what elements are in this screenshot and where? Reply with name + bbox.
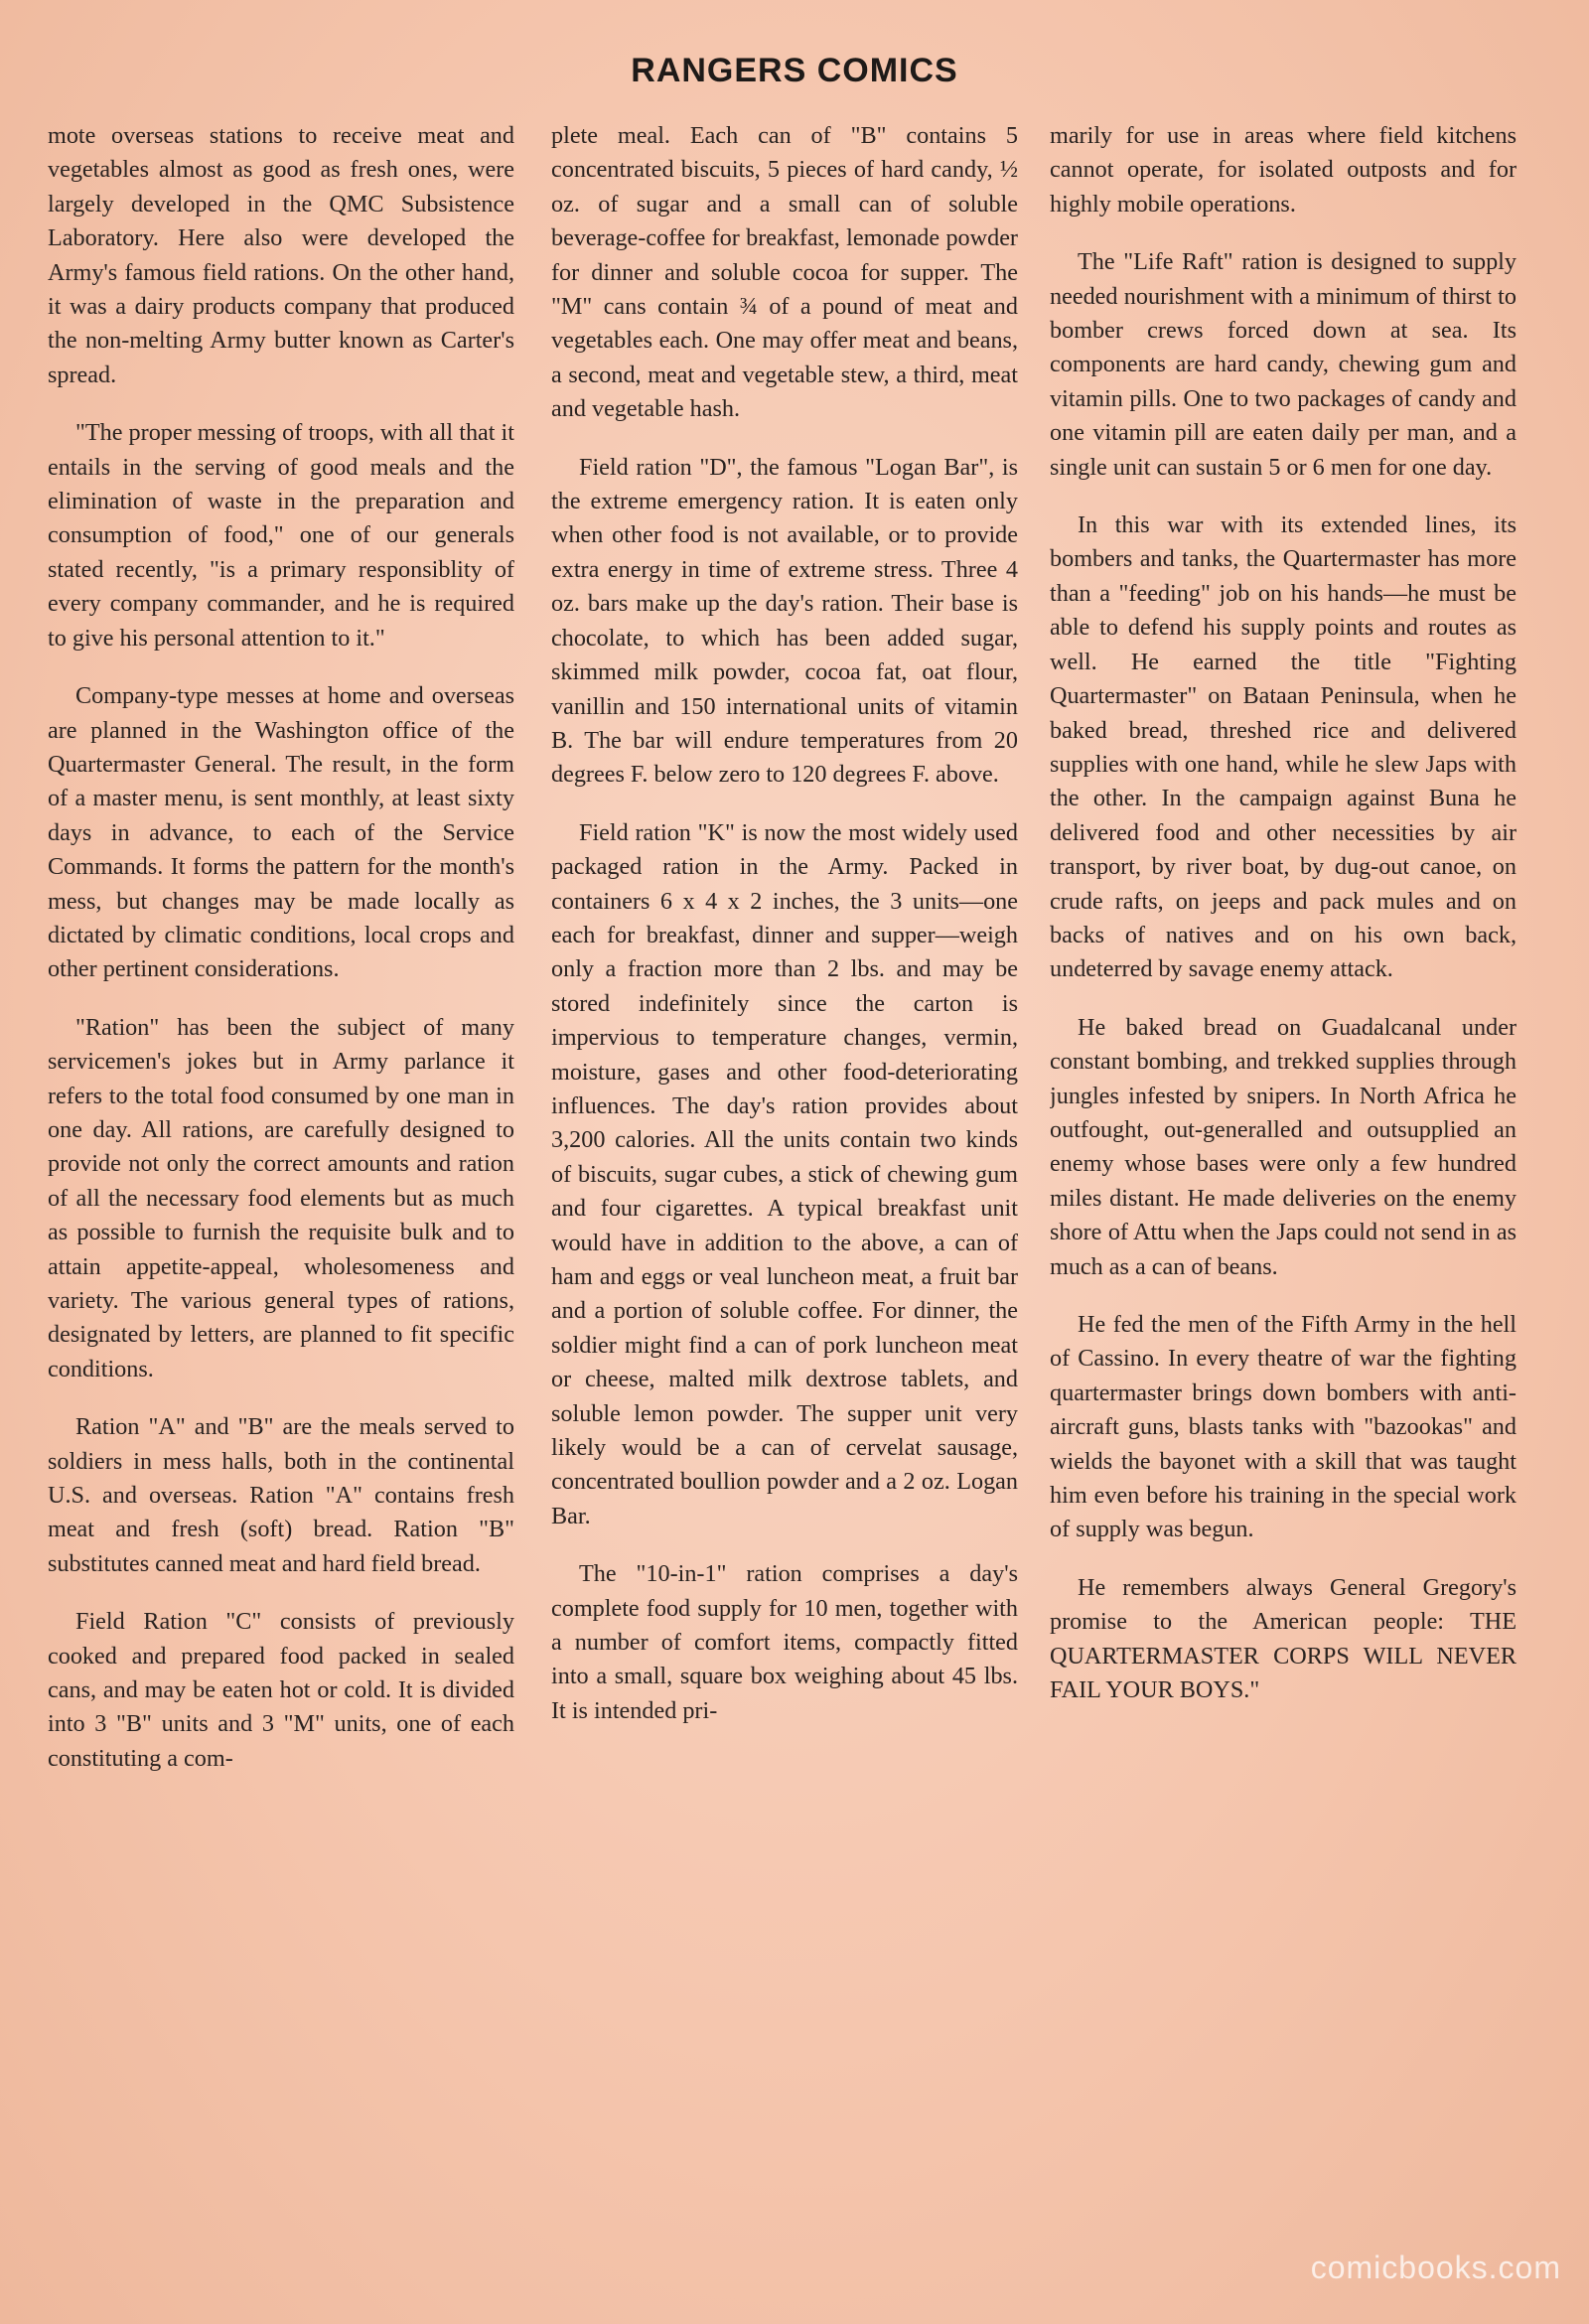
paragraph: He baked bread on Guadalcanal under constant bombing, and trekked supplies through jungles infested by snipers. In North Africa he outfought, out-generalled and outsupplied an enemy whose bases were only a few hundred miles distant. He made deliveries on the enemy shore of Attu when the Japs could not send in as much as a can of beans. <box>1050 1013 1517 1280</box>
paragraph: Field ration "D", the famous "Logan Bar", is the extreme emergency ration. It is eaten only when other food is not available, or to provide extra energy in time of extreme stress. Three 4 oz. bars make up the day's ration. Their base is chocolate, to which has been added sugar, skimmed milk powder, cocoa fat, oat flour, vanillin and 150 international units of vitamin B. The bar will endure temperatures from 20 degrees F. below zero to 120 degrees F. above. <box>551 453 1018 789</box>
paragraph: He remembers always General Gregory's promise to the American people: THE QUARTERMASTER CORPS WILL NEVER FAIL YOUR BOYS." <box>1050 1573 1517 1704</box>
paragraph: Field Ration "C" consists of previously cooked and prepared food packed in sealed cans, and may be eaten hot or cold. It is divided into 3 "B" units and 3 "M" units, one of each constituting a com- <box>48 1608 514 1772</box>
paragraph: The "Life Raft" ration is designed to supply needed nourishment with a minimum of thirst to bomber crews forced down at sea. Its components are hard candy, chewing gum and vitamin pills. One to two packages of candy and one vitamin pill are eaten daily per man, and a single unit can sustain 5 or 6 men for one day. <box>1050 248 1517 481</box>
paragraph: mote overseas stations to receive meat and vegetables almost as good as fresh ones, were largely developed in the QMC Subsistence Laboratory. Here also were developed the Army's famous field rations. On the other hand, it was a dairy products company that produced the non-melting Army butter known as Carter's spread. <box>48 122 514 388</box>
paragraph: marily for use in areas where field kitchens cannot operate, for isolated outposts and for highly mobile operations. <box>1050 122 1517 218</box>
text-column-2 <box>551 119 1018 2254</box>
text-column-3 <box>1050 119 1517 2254</box>
paragraph: plete meal. Each can of "B" contains 5 concentrated biscuits, 5 pieces of hard candy, ½ oz. of sugar and a small can of soluble beverage-coffee for breakfast, lemonade powder for dinner and soluble cocoa for supper. The "M" cans contain ¾ of a pound of meat and vegetables each. One may offer meat and beans, a second, meat and vegetable stew, a third, meat and vegetable hash. <box>551 122 1018 423</box>
text-column-1 <box>48 119 514 2254</box>
paragraph: Company-type messes at home and overseas are planned in the Washington office of the Quartermaster General. The result, in the form of a master menu, is sent monthly, at least sixty days in advance, to each of the Service Commands. It forms the pattern for the month's mess, but changes may be made locally as dictated by climatic conditions, local crops and other pertinent considerations. <box>48 682 514 983</box>
paragraph: He fed the men of the Fifth Army in the hell of Cassino. In every theatre of war the fighting quartermaster brings down bombers with anti-aircraft guns, blasts tanks with "bazookas" and wields the bayonet with a skill that was taught him even before his training in the special work of supply was begun. <box>1050 1311 1517 1543</box>
page-title: RANGERS COMICS <box>631 52 958 89</box>
paragraph: Ration "A" and "B" are the meals served to soldiers in mess halls, both in the continental U.S. and overseas. Ration "A" contains fresh meat and fresh (soft) bread. Ration "B" substitutes canned meat and hard field bread. <box>48 1413 514 1577</box>
paragraph: "Ration" has been the subject of many servicemen's jokes but in Army parlance it refers to the total food consumed by one man in one day. All rations, are carefully designed to provide not only the correct amounts and ration of all the necessary food elements but as much as possible to furnish the requisite bulk and to attain appetite-appeal, wholesomeness and variety. The various general types of rations, designated by letters, are planned to fit specific conditions. <box>48 1013 514 1382</box>
watermark: comicbooks.com <box>1310 2250 1561 2285</box>
paragraph: Field ration "K" is now the most widely used packaged ration in the Army. Packed in containers 6 x 4 x 2 inches, the 3 units—one each for breakfast, dinner and supper—weigh only a fraction more than 2 lbs. and may be stored indefinitely since the carton is impervious to temperature changes, vermin, moisture, gases and other food-deteriorating influences. The day's ration provides about 3,200 calories. All the units contain two kinds of biscuits, sugar cubes, a stick of chewing gum and four cigarettes. A typical breakfast unit would have in addition to the above, a can of ham and eggs or veal luncheon meat, a fruit bar and a portion of soluble coffee. For dinner, the soldier might find a can of pork luncheon meat or cheese, malted milk dextrose tablets, and soluble lemon powder. The supper unit very likely would be a can of cervelat sausage, concentrated boullion powder and a 2 oz. Logan Bar. <box>551 818 1018 1529</box>
paragraph: "The proper messing of troops, with all that it entails in the serving of good meals and the elimination of waste in the preparation and consumption of food," one of our generals stated recently, "is a primary responsiblity of every company commander, and he is required to give his personal attention to it." <box>48 419 514 652</box>
paragraph: In this war with its extended lines, its bombers and tanks, the Quartermaster has more than a "feeding" job on his hands—he must be able to defend his supply points and routes as well. He earned the title "Fighting Quartermaster" on Bataan Peninsula, when he baked bread, threshed rice and delivered supplies with one hand, while he slew Japs with the other. In the campaign against Buna he delivered food and other necessities by air transport, by river boat, by dug-out canoe, on crude rafts, on jeeps and pack mules and on backs of natives and on his own back, undeterred by savage enemy attack. <box>1050 511 1517 983</box>
paragraph: The "10-in-1" ration comprises a day's complete food supply for 10 men, together with a number of comfort items, compactly fitted into a small, square box weighing about 45 lbs. It is intended pri- <box>551 1560 1018 1724</box>
